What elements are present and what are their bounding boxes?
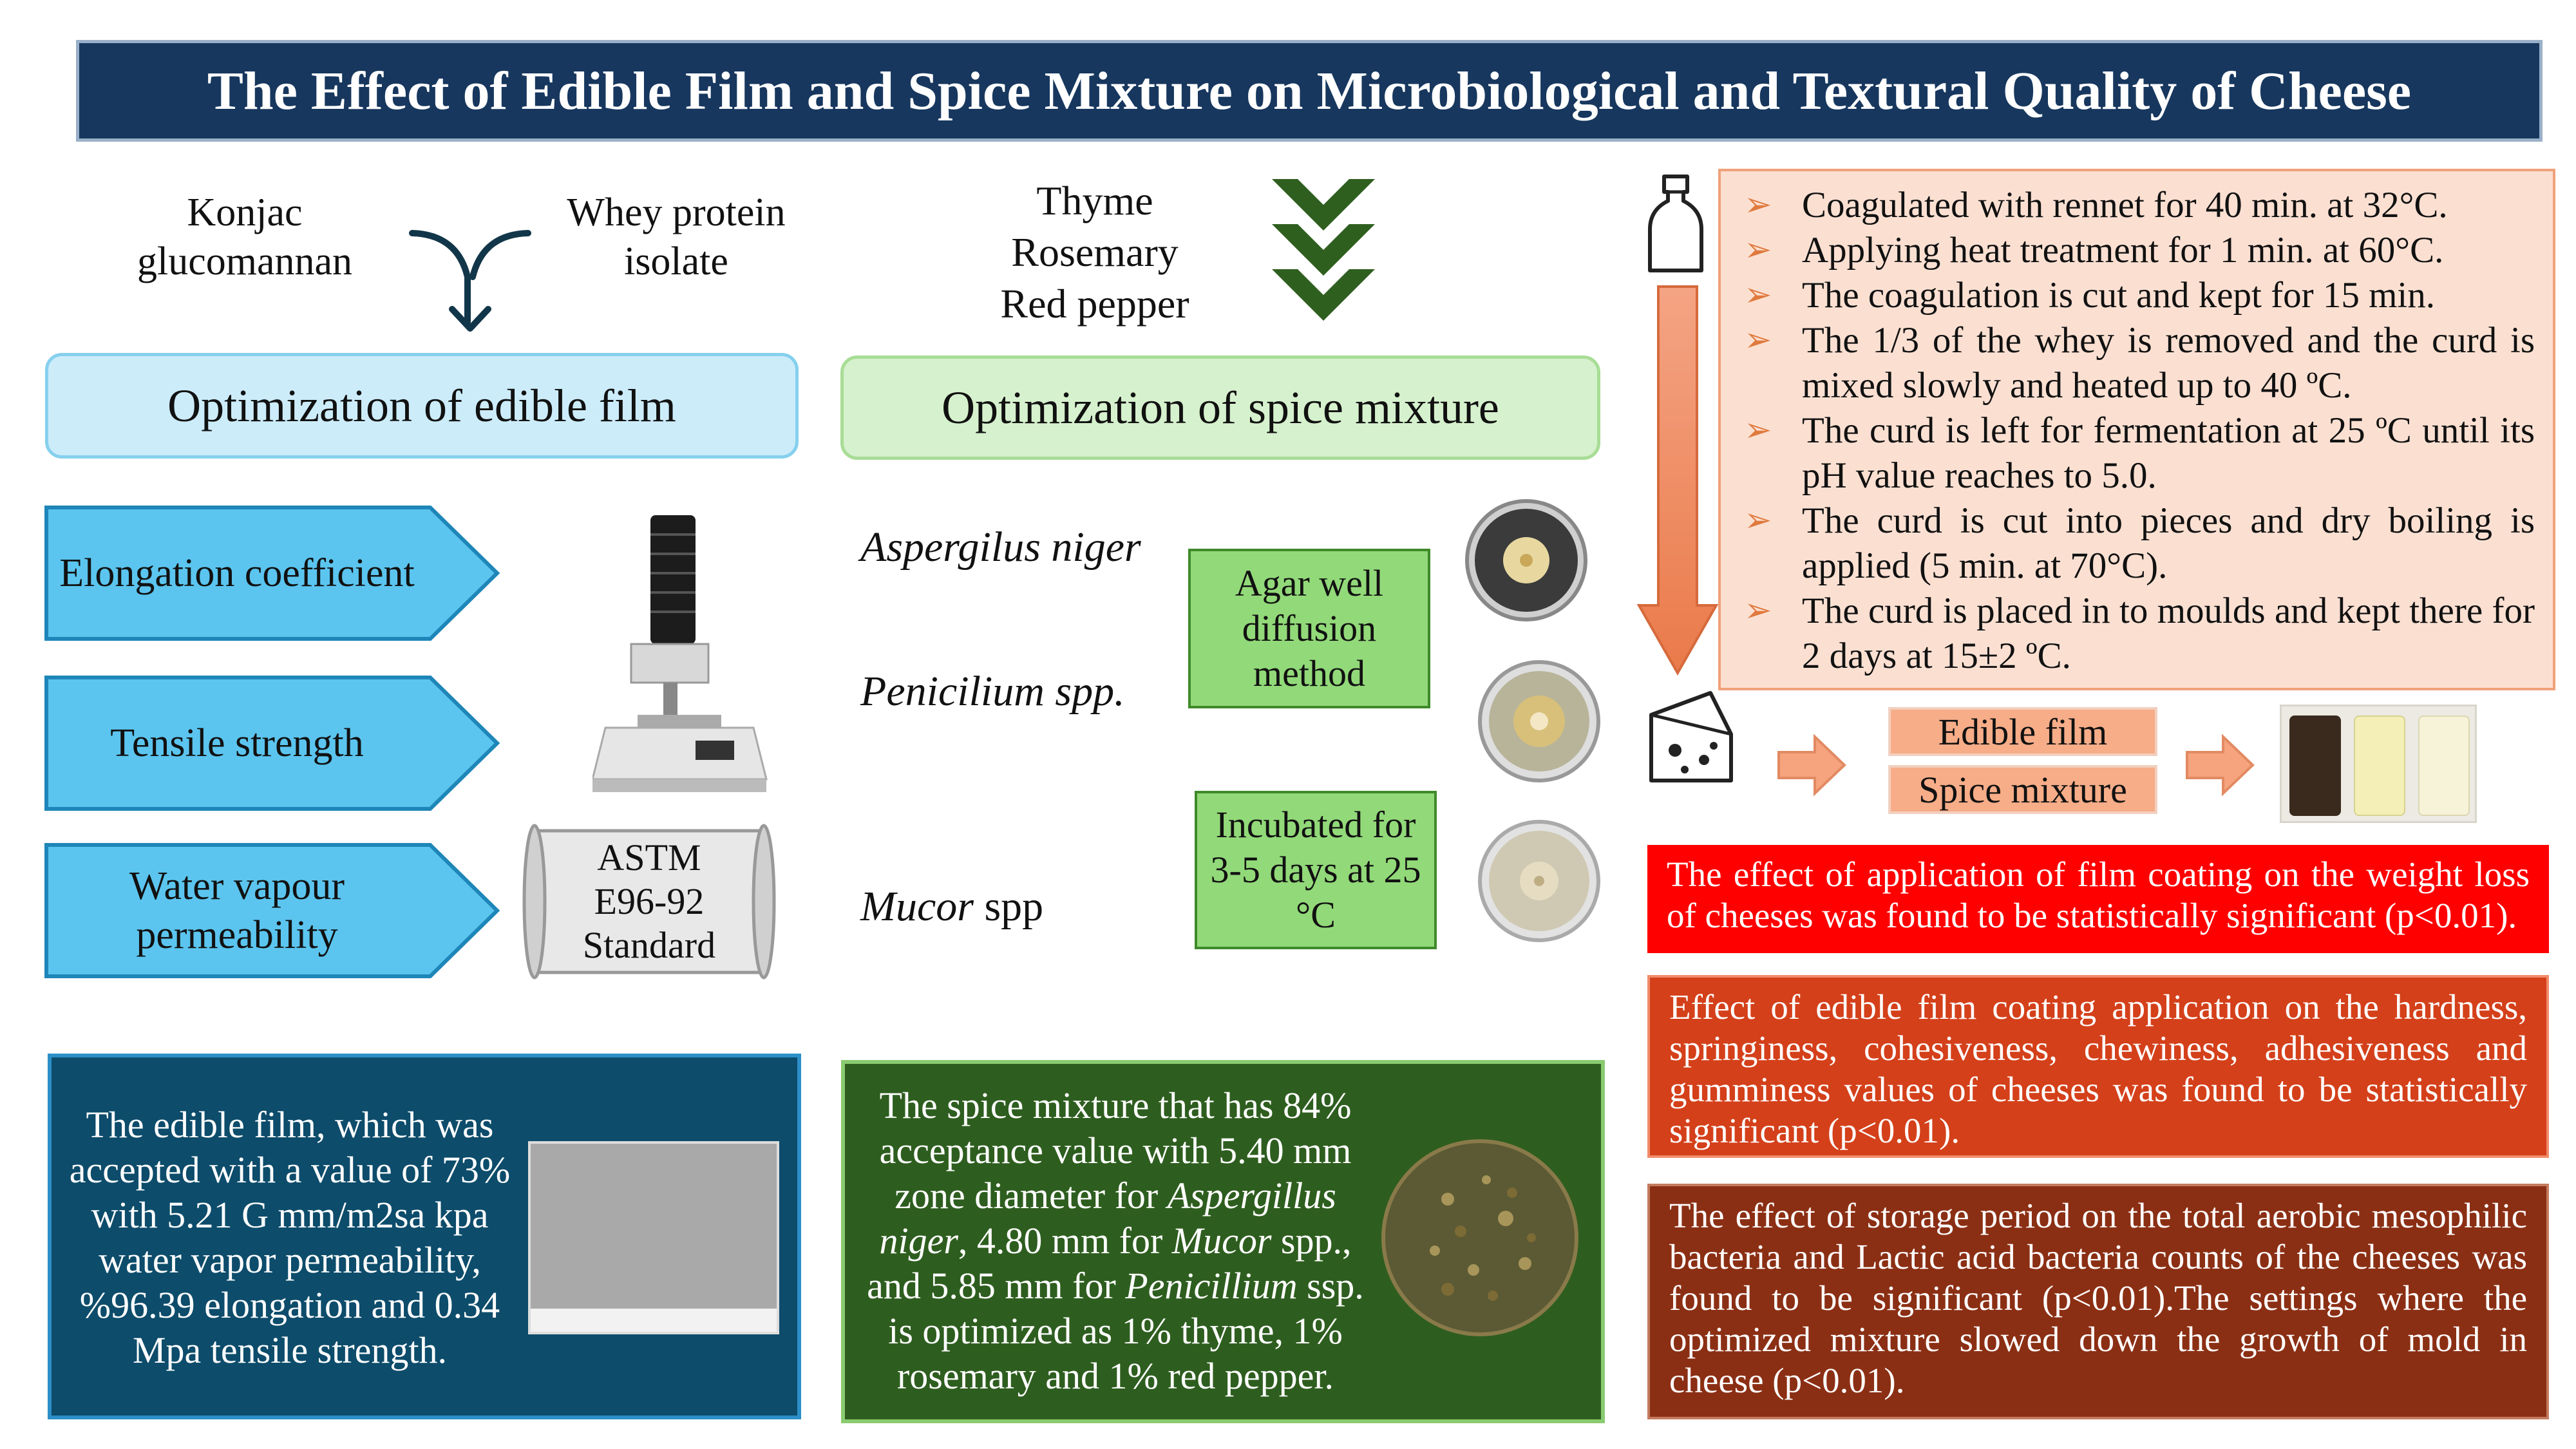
bullet-arrow-icon: ➢ [1744,502,1772,539]
property-wvp-label: Water vapour permeability [129,864,345,957]
film-summary-box [48,1054,801,1419]
spice-summary-part: spp., and 5.85 mm for [867,1220,1352,1307]
property-tensile-label: Tensile strength [110,721,364,765]
process-step [1744,589,2535,679]
spice-mixture-tag [1888,765,2157,814]
result-microbiology [1647,1184,2549,1419]
process-step-text: The 1/3 of the whey is removed and the curd is mixed slowly and heated up to 40 ºC. [1802,320,2535,406]
spice-summary-part: ssp. is optimized as 1% thyme, 1% rosemary and 1% red pepper. [888,1265,1364,1397]
cheese-sample-film [2354,715,2405,816]
process-step-text: The curd is placed in to moulds and kept there for 2 days at 15±2 ºC. [1802,591,2535,676]
micrograph-info-strip [531,1309,777,1332]
process-step-text: The coagulation is cut and kept for 15 min. [1802,275,2435,316]
spice-mixture-tag-label: Spice mixture [1918,768,2127,811]
spice-red-pepper: Red pepper [1000,281,1189,327]
milk-bottle-icon [1646,173,1705,276]
organism-aspergillus: Aspergilus niger [860,524,1141,571]
process-step-text: The curd is cut into pieces and dry boiling is applied (5 min. at 70°C). [1802,500,2535,586]
bullet-arrow-icon: ➢ [1744,322,1772,359]
property-wvp [44,842,501,979]
process-step-text: The curd is left for fermentation at 25 ºC until its pH value reaches to 5.0. [1802,410,2535,496]
result-weight-loss-text: The effect of application of film coating on the weight loss of cheeses was found to be statistically significant (p<0.01). [1667,855,2530,935]
sem-micrograph-image [528,1141,779,1334]
bullet-arrow-icon: ➢ [1744,592,1772,629]
organism-penicillium: Penicilium spp. [860,668,1125,715]
ingredient-konjac: Konjac glucomannan [137,191,352,283]
spice-mixture-bowl-icon [1377,1135,1583,1341]
property-elongation-label: Elongation coefficient [59,551,415,595]
spice-ingredients [934,175,1256,330]
property-tensile [44,675,501,811]
spice-summary-box [841,1060,1605,1423]
process-step [1744,228,2535,273]
method-agar-well [1188,549,1430,708]
process-step [1744,318,2535,408]
optimization-spice-mixture-label: Optimization of spice mixture [942,381,1499,433]
bullet-arrow-icon: ➢ [1744,232,1772,269]
result-weight-loss [1647,845,2549,953]
edible-film-tag-label: Edible film [1938,710,2108,753]
optimization-spice-mixture [840,355,1600,460]
bullet-arrow-icon: ➢ [1744,412,1772,449]
petri-dish-mucor-icon [1475,817,1604,945]
process-step [1744,498,2535,589]
result-microbiology-text: The effect of storage period on the total aerobic mesophilic bacteria and Lactic acid bacteria counts of the cheeses was found to be significant (p<0.01).The settings where the optimized mixture slowed down the growth of mold in cheese (p<0.01). [1669,1196,2527,1400]
method-agar-well-label: Agar well diffusion method [1235,562,1384,694]
texture-analyzer-icon [592,502,773,799]
spice-summary-italic: Penicillium [1125,1265,1298,1307]
right-arrow-icon [2184,733,2255,797]
astm-standard-label: ASTM E96-92 Standard [582,837,716,966]
optimization-edible-film-label: Optimization of edible film [167,379,676,431]
result-texture-text: Effect of edible film coating application on the hardness, springiness, cohesiveness, chewiness, adhesiveness and gumminess values of cheeses was found to be statistically significant (p<0.01). [1669,987,2527,1150]
cheese-icon [1646,689,1736,786]
organism-mucor-suffix: spp [973,883,1044,930]
right-arrow-icon [1776,733,1847,797]
petri-dish-aspergillus-icon [1462,496,1591,625]
organism-mucor-genus: Mucor [860,883,974,930]
spice-summary-part: The spice mixture that has 84% acceptance value with 5.40 mm zone diameter for [879,1084,1352,1217]
method-incubation-label: Incubated for 3-5 days at 25 °C [1210,804,1421,936]
film-summary-text: The edible film, which was accepted with a value of 73% with 5.21 G mm/m2sa kpa water vapor permeability, %96.39 elongation and 0.34 Mpa tensile strength. [69,1104,511,1371]
edible-film-tag [1888,707,2157,756]
process-step [1744,408,2535,498]
property-elongation [44,505,501,641]
process-step-text: Applying heat treatment for 1 min. at 60°C. [1802,230,2444,270]
chevron-down-icon [1265,173,1381,327]
page-title [76,40,2543,142]
bullet-arrow-icon: ➢ [1744,277,1772,314]
title-text: The Effect of Edible Film and Spice Mixture on Microbiological and Textural Quality of Cheese [207,61,2412,121]
spice-summary-part: , 4.80 mm for [958,1220,1172,1262]
result-texture [1647,975,2549,1158]
process-step [1744,183,2535,228]
process-step [1744,273,2535,318]
cheese-sample-control [2418,715,2470,816]
optimization-edible-film [45,353,799,459]
ingredient-whey: Whey protein isolate [567,191,786,283]
cheese-process-steps [1718,169,2555,690]
method-incubation [1195,791,1437,949]
spice-summary-italic: Mucor [1171,1220,1272,1262]
spice-thyme: Thyme [1036,178,1153,223]
merge-arrow-icon [406,225,535,335]
spice-summary-italic: Aspergillus niger [879,1175,1336,1262]
spice-rosemary: Rosemary [1011,229,1179,275]
organism-mucor [860,882,1043,931]
down-arrow-icon [1636,283,1719,676]
cheese-sample-spiced [2289,715,2341,816]
cheese-samples-image [2280,705,2477,823]
bullet-arrow-icon: ➢ [1744,187,1772,223]
spice-summary-text [858,1083,1373,1399]
process-step-text: Coagulated with rennet for 40 min. at 32°C. [1802,185,2448,225]
astm-standard-scroll [520,818,778,985]
petri-dish-penicillium-icon [1475,657,1604,786]
